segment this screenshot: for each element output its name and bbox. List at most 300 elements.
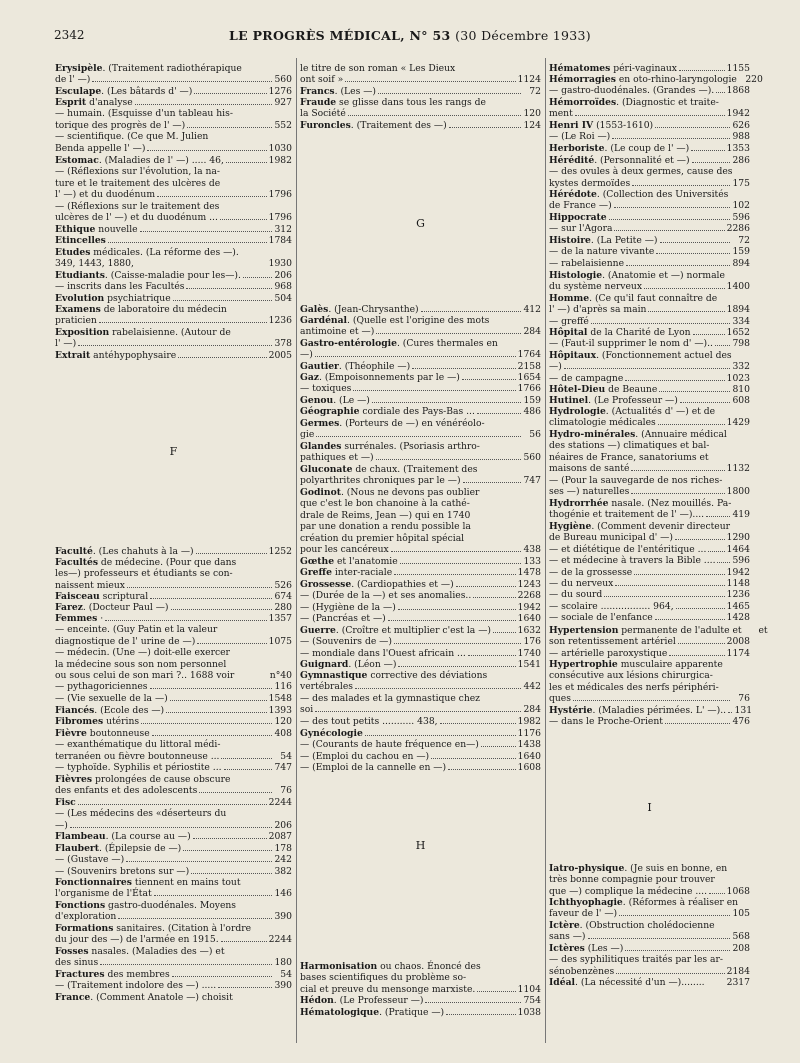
entry-text: [300, 326, 374, 337]
entry-text: [55, 546, 194, 557]
dot-leader: [616, 973, 724, 974]
index-line: [55, 716, 292, 727]
dot-leader: [315, 356, 516, 357]
entry-text: [55, 315, 97, 326]
entry-description: son retentissement artériel: [549, 636, 676, 648]
index-line: [300, 995, 541, 1006]
index-entry: [55, 797, 292, 831]
entry-text: [549, 463, 629, 474]
dot-leader: [631, 470, 724, 471]
index-line: [549, 373, 750, 384]
entry-description: et l'anatomie: [334, 556, 398, 567]
entry-text: [55, 281, 184, 292]
dot-leader: [675, 539, 725, 540]
entry-text: [55, 728, 150, 739]
entry-text: [55, 580, 125, 591]
entry-description: l' —) et du duodénum: [55, 189, 156, 201]
index-entry: [55, 900, 292, 923]
index-line: [549, 943, 750, 954]
entry-term: Furoncles: [300, 120, 351, 131]
entry-text: [300, 487, 479, 498]
entry-text: [549, 281, 642, 292]
entry-text: [549, 954, 723, 965]
entry-description: . (Jean-Chrysanthe): [328, 304, 419, 315]
dot-leader: [355, 688, 521, 689]
entry-text: [55, 739, 220, 750]
dot-leader: [108, 242, 267, 243]
entry-text: [300, 441, 480, 452]
dot-leader: [243, 277, 272, 278]
index-line: [549, 293, 750, 304]
page-reference: 1868: [726, 85, 750, 97]
entry-description: création du premier hôpital spécial: [300, 532, 465, 544]
entry-description: bases scientifiques du problème so-: [300, 972, 467, 984]
index-line: [549, 223, 750, 234]
entry-text: [55, 155, 224, 166]
entry-term: Gardénal: [300, 315, 348, 326]
entry-term: Ictères: [549, 943, 585, 954]
dot-leader: [150, 598, 272, 599]
index-line: [55, 74, 292, 85]
index-line: [300, 97, 541, 108]
page-reference: 390: [274, 980, 292, 992]
index-entry: [55, 293, 292, 304]
entry-description: ou sous celui de son mari ?.. 1688 voir: [55, 669, 235, 681]
index-line: [55, 957, 292, 968]
page-reference: 1464: [726, 543, 750, 555]
page-reference: 1176: [517, 728, 541, 739]
dot-leader: [412, 368, 515, 369]
dot-leader: [425, 1002, 521, 1003]
index-line: [300, 762, 541, 773]
entry-description: . (Maladies périmées. L' —)..: [592, 705, 727, 716]
index-line: [549, 716, 750, 727]
entry-text: [300, 567, 392, 578]
index-entry: [55, 613, 292, 704]
dot-leader: [400, 563, 521, 564]
entry-description: — enceinte. (Guy Patin et la valeur: [55, 624, 218, 636]
entry-text: [549, 155, 690, 166]
dot-leader: [70, 827, 272, 828]
entry-description: torique des progrès de l' —): [55, 119, 186, 131]
entry-term: Esprit: [55, 97, 87, 108]
entry-description: que c'est le bon chanoine à la cathé-: [300, 498, 470, 510]
dot-leader: [659, 391, 730, 392]
index-entry: [549, 521, 750, 624]
index-entry: [55, 270, 292, 293]
dot-leader: [186, 288, 272, 289]
index-line: [55, 751, 292, 762]
entry-text: [300, 304, 419, 315]
page-reference: 1740: [517, 647, 541, 659]
entry-description: . (La nécessité d'un —)........: [575, 977, 705, 988]
page-reference: 332: [732, 361, 750, 373]
dot-leader: [481, 746, 516, 747]
index-entry: [300, 728, 541, 774]
index-line: [300, 556, 541, 567]
dot-leader: [656, 253, 730, 254]
entry-description: — pythagoriciennes: [55, 681, 148, 693]
index-line: [300, 681, 541, 692]
entry-term: Fonctionnaires: [55, 877, 132, 888]
page-reference: 206: [274, 270, 292, 281]
index-entry: [55, 774, 292, 797]
entry-term: Iatro-physique: [549, 863, 625, 874]
entry-text: [300, 63, 455, 74]
entry-text: [549, 361, 562, 372]
page-reference: 1353: [726, 143, 750, 154]
dot-leader: [477, 413, 521, 414]
entry-term: Fisc: [55, 797, 76, 808]
dot-leader: [348, 115, 521, 116]
index-entry: [300, 670, 541, 727]
index-line: [549, 131, 750, 142]
dot-leader: [609, 219, 730, 220]
page-reference: 242: [274, 854, 292, 866]
page-reference: 159: [523, 395, 541, 406]
entry-text: [55, 705, 164, 716]
entry-text: [549, 440, 709, 451]
index-line: [549, 693, 750, 704]
entry-text: [549, 270, 725, 281]
entry-text: [549, 475, 722, 486]
dot-leader: [391, 551, 521, 552]
index-line: [55, 980, 292, 991]
entry-description: du système nerveux: [549, 281, 643, 293]
entry-description: de l' —): [55, 74, 91, 86]
dot-leader: [660, 242, 731, 243]
page-reference: 568: [732, 931, 750, 943]
page-reference: 894: [732, 257, 750, 269]
dot-leader: [446, 1014, 516, 1015]
index-line: [549, 874, 750, 885]
index-line: [55, 911, 292, 922]
index-line: [300, 326, 541, 337]
column-divider: [296, 58, 297, 1043]
index-line: [549, 166, 750, 177]
entry-description: les et médicales des nerfs périphéri-: [549, 681, 719, 693]
entry-description: de laboratoire du médecin: [100, 304, 227, 315]
entry-text: [549, 395, 678, 406]
entry-text: [549, 589, 602, 600]
entry-text: [300, 648, 466, 659]
entry-description: des enfants et des adolescents: [55, 785, 198, 797]
page-reference: 72: [738, 235, 750, 246]
index-line: [55, 568, 292, 579]
entry-description: . (Actualités d' —) et de: [605, 406, 716, 417]
index-line: [55, 224, 292, 235]
entry-text: [549, 178, 630, 189]
entry-text: [55, 843, 181, 854]
index-entry: [55, 843, 292, 877]
page-reference: 284: [523, 326, 541, 338]
entry-description: l'organisme de l'État: [55, 888, 152, 900]
section-letter: F: [169, 445, 178, 458]
entry-term: Ichthyophagie: [549, 897, 623, 908]
index-entry: [549, 406, 750, 429]
entry-description: — (Gustave —): [55, 854, 125, 866]
page-reference: 2008: [726, 636, 750, 648]
index-line: [549, 908, 750, 919]
entry-text: [300, 613, 386, 624]
index-line: [549, 200, 750, 211]
page-reference: 504: [274, 293, 292, 304]
index-entry: [549, 384, 750, 395]
dot-leader: [154, 895, 272, 896]
index-line: [300, 510, 541, 521]
index-entry: [549, 120, 750, 143]
entry-text: [55, 716, 139, 727]
entry-term: Histologie: [549, 270, 603, 281]
index-line: [300, 338, 541, 349]
entry-text: [300, 383, 351, 394]
entry-text: [55, 854, 124, 865]
entry-description: — (Hygiène de la —): [300, 601, 396, 613]
index-entry: [549, 143, 750, 154]
entry-term: Hôpital: [549, 327, 588, 338]
index-line: [549, 235, 750, 246]
entry-term: Fractures: [55, 969, 105, 980]
entry-term: Fibromes: [55, 716, 104, 727]
dot-leader: [706, 516, 730, 517]
page-reference: 2268: [517, 590, 541, 602]
entry-term: Gluconate: [300, 464, 353, 475]
entry-text: [55, 934, 219, 945]
entry-description: les—) professeurs et étudiants se con-: [55, 568, 233, 580]
entry-description: — mondiale dans l'Ouest africain ...: [300, 647, 466, 659]
index-line: [549, 108, 750, 119]
entry-text: [549, 567, 632, 578]
index-line: [55, 86, 292, 97]
entry-description: le titre de son roman « Les Dieux: [300, 63, 456, 74]
page-reference: 552: [274, 119, 292, 131]
entry-term: Homme: [549, 293, 590, 304]
entry-description: — et diététique de l'entéritique ...: [549, 543, 707, 555]
entry-text: [55, 108, 233, 119]
index-line: [55, 591, 292, 602]
entry-description: ses —) naturelles: [549, 485, 630, 497]
section-letter: I: [647, 801, 652, 814]
dot-leader: [614, 230, 724, 231]
page-reference: 1548: [268, 692, 292, 704]
dot-leader: [388, 620, 516, 621]
entry-text: [549, 223, 612, 234]
entry-description: . (Quelle est l'origine des mots: [347, 315, 490, 326]
index-entry: [55, 247, 292, 270]
entry-term: Hypertrophie: [549, 659, 618, 670]
index-line: [549, 452, 750, 463]
page-reference: 754: [523, 995, 541, 1006]
entry-description: . (Anatomie et —) normale: [602, 270, 725, 281]
page-reference: 286: [732, 155, 750, 166]
entry-text: [549, 670, 713, 681]
page-reference: 560: [523, 452, 541, 464]
entry-term: Evolution: [55, 293, 105, 304]
page-reference: 1400: [726, 281, 750, 293]
index-line: [300, 418, 541, 429]
entry-description: . (Le Professeur —): [588, 395, 678, 406]
index-entry: [55, 716, 292, 727]
index-entry: [55, 591, 292, 602]
index-line: [55, 820, 292, 831]
entry-description: ou chaos. Énoncé des: [377, 961, 481, 972]
entry-text: [55, 808, 226, 819]
entry-text: [55, 831, 191, 842]
entry-text: [549, 555, 715, 566]
entry-text: [300, 659, 396, 670]
page-reference: 438: [523, 543, 541, 555]
entry-description: — rabelaisienne: [549, 257, 625, 269]
page-reference: 124: [523, 120, 541, 131]
entry-description: terranéen ou fièvre boutonneuse ...: [55, 750, 220, 762]
entry-description: — (Souvenirs de —): [300, 636, 392, 648]
entry-text: [549, 625, 742, 636]
entry-text: [55, 327, 231, 338]
entry-text: [300, 74, 343, 85]
entry-description: — humain. (Esquisse d'un tableau his-: [55, 108, 233, 120]
entry-text: [55, 224, 138, 235]
dot-leader: [463, 482, 521, 483]
dot-leader: [440, 723, 516, 724]
journal-name: LE PROGRÈS MÉDICAL, N° 53: [229, 28, 451, 43]
entry-description: — (Traitement indolore des —) .....: [55, 980, 217, 992]
index-line: [549, 406, 750, 417]
dot-leader: [728, 712, 732, 713]
index-entry: [549, 863, 750, 897]
entry-description: prolongées de cause obscure: [92, 774, 231, 785]
index-line: [300, 429, 541, 440]
entry-description: . (Comment devenir directeur: [591, 521, 731, 532]
index-line: [55, 762, 292, 773]
entry-term: Esculape: [55, 86, 102, 97]
dot-leader: [194, 93, 266, 94]
entry-description: — médecin. (Une —) doit-elle exercer: [55, 647, 230, 659]
dot-leader: [378, 93, 521, 94]
dot-leader: [173, 300, 272, 301]
dot-leader: [493, 632, 516, 633]
entry-text: [55, 762, 222, 773]
entry-term: Fièvres: [55, 774, 93, 785]
index-line: [55, 613, 292, 624]
entry-description: — (Durée de la —) et ses anomalies..: [300, 590, 472, 602]
index-entry: [55, 155, 292, 223]
page-reference: 76: [738, 693, 750, 705]
entry-description: — de la grossesse: [549, 566, 633, 578]
entry-description: scriptural: [99, 591, 149, 602]
index-line: [55, 602, 292, 613]
entry-term: Grossesse: [300, 579, 352, 590]
page-reference: 560: [274, 74, 292, 86]
entry-description: —): [55, 819, 68, 831]
entry-term: Fiancés: [55, 705, 95, 716]
page-reference: 1796: [268, 211, 292, 223]
entry-description: —): [300, 349, 313, 361]
entry-term: Formations: [55, 923, 114, 934]
entry-term: Hypertension: [549, 625, 619, 636]
entry-text: [549, 863, 727, 874]
page-reference: 54: [280, 750, 292, 762]
entry-term: Glandes: [300, 441, 342, 452]
dot-leader: [199, 792, 272, 793]
page-reference: 2005: [268, 350, 292, 361]
dot-leader: [421, 311, 521, 312]
entry-description: — inscrits dans les Facultés: [55, 281, 185, 293]
index-line: [549, 417, 750, 428]
index-line: [55, 178, 292, 189]
entry-description: kystes dermoïdes: [549, 177, 631, 189]
page-reference: 1038: [517, 1007, 541, 1018]
index-line: [549, 532, 750, 543]
entry-text: [549, 74, 737, 85]
index-line: [55, 774, 292, 785]
entry-description: gastro-duodénales. Moyens: [105, 900, 237, 911]
entry-description: — du nerveux: [549, 577, 614, 589]
page-reference: 1393: [268, 705, 292, 716]
dot-leader: [716, 92, 724, 93]
dot-leader: [573, 700, 730, 701]
entry-description: . (Le —): [333, 395, 370, 406]
dot-leader: [619, 915, 730, 916]
dot-leader: [140, 231, 272, 232]
entry-text: [549, 943, 623, 954]
entry-text: [300, 418, 485, 429]
entry-description: d'exploration: [55, 911, 117, 923]
entry-text: [300, 533, 464, 544]
index-line: [55, 739, 292, 750]
entry-term: Extrait: [55, 350, 91, 361]
dot-leader: [717, 562, 730, 563]
entry-text: [55, 957, 98, 968]
dot-leader: [575, 115, 725, 116]
entry-description: surrénales. (Psoriasis arthro-: [341, 441, 480, 452]
entry-description: — du sourd: [549, 589, 603, 601]
page-reference: 1652: [726, 327, 750, 338]
dot-leader: [191, 873, 272, 874]
dot-leader: [376, 459, 521, 460]
entry-text: [55, 166, 220, 177]
entry-description: péri-vaginaux: [610, 63, 677, 74]
index-line: [55, 992, 292, 1003]
page-number: 2342: [54, 28, 85, 42]
index-line: [55, 900, 292, 911]
index-line: [549, 395, 750, 406]
index-entry: [549, 350, 750, 384]
page-reference: 1942: [517, 601, 541, 613]
page-reference: 206: [274, 819, 292, 831]
page-reference: 1290: [726, 532, 750, 544]
entry-description: . (Ecole des —): [94, 705, 165, 716]
entry-description: l' —) d'après sa main: [549, 304, 647, 316]
entry-text: [549, 200, 612, 211]
entry-description: — scientifique. (Ce que M. Julien: [55, 131, 209, 143]
index-line: [300, 751, 541, 762]
index-line: [55, 327, 292, 338]
page-reference: 486: [523, 406, 541, 417]
page-reference: 608: [732, 395, 750, 406]
entry-description: — (Les médecins des «déserteurs du: [55, 808, 227, 820]
entry-text: [300, 361, 410, 372]
entry-text: [300, 120, 447, 131]
entry-text: [549, 406, 715, 417]
entry-description: vertébrales: [300, 681, 353, 693]
index-entry: [549, 97, 750, 120]
entry-text: [55, 866, 189, 877]
entry-text: [549, 498, 731, 509]
dot-leader: [398, 666, 515, 667]
index-line: [55, 120, 292, 131]
index-line: [300, 636, 541, 647]
entry-description: — (Emploi de la cannelle en —): [300, 762, 447, 774]
